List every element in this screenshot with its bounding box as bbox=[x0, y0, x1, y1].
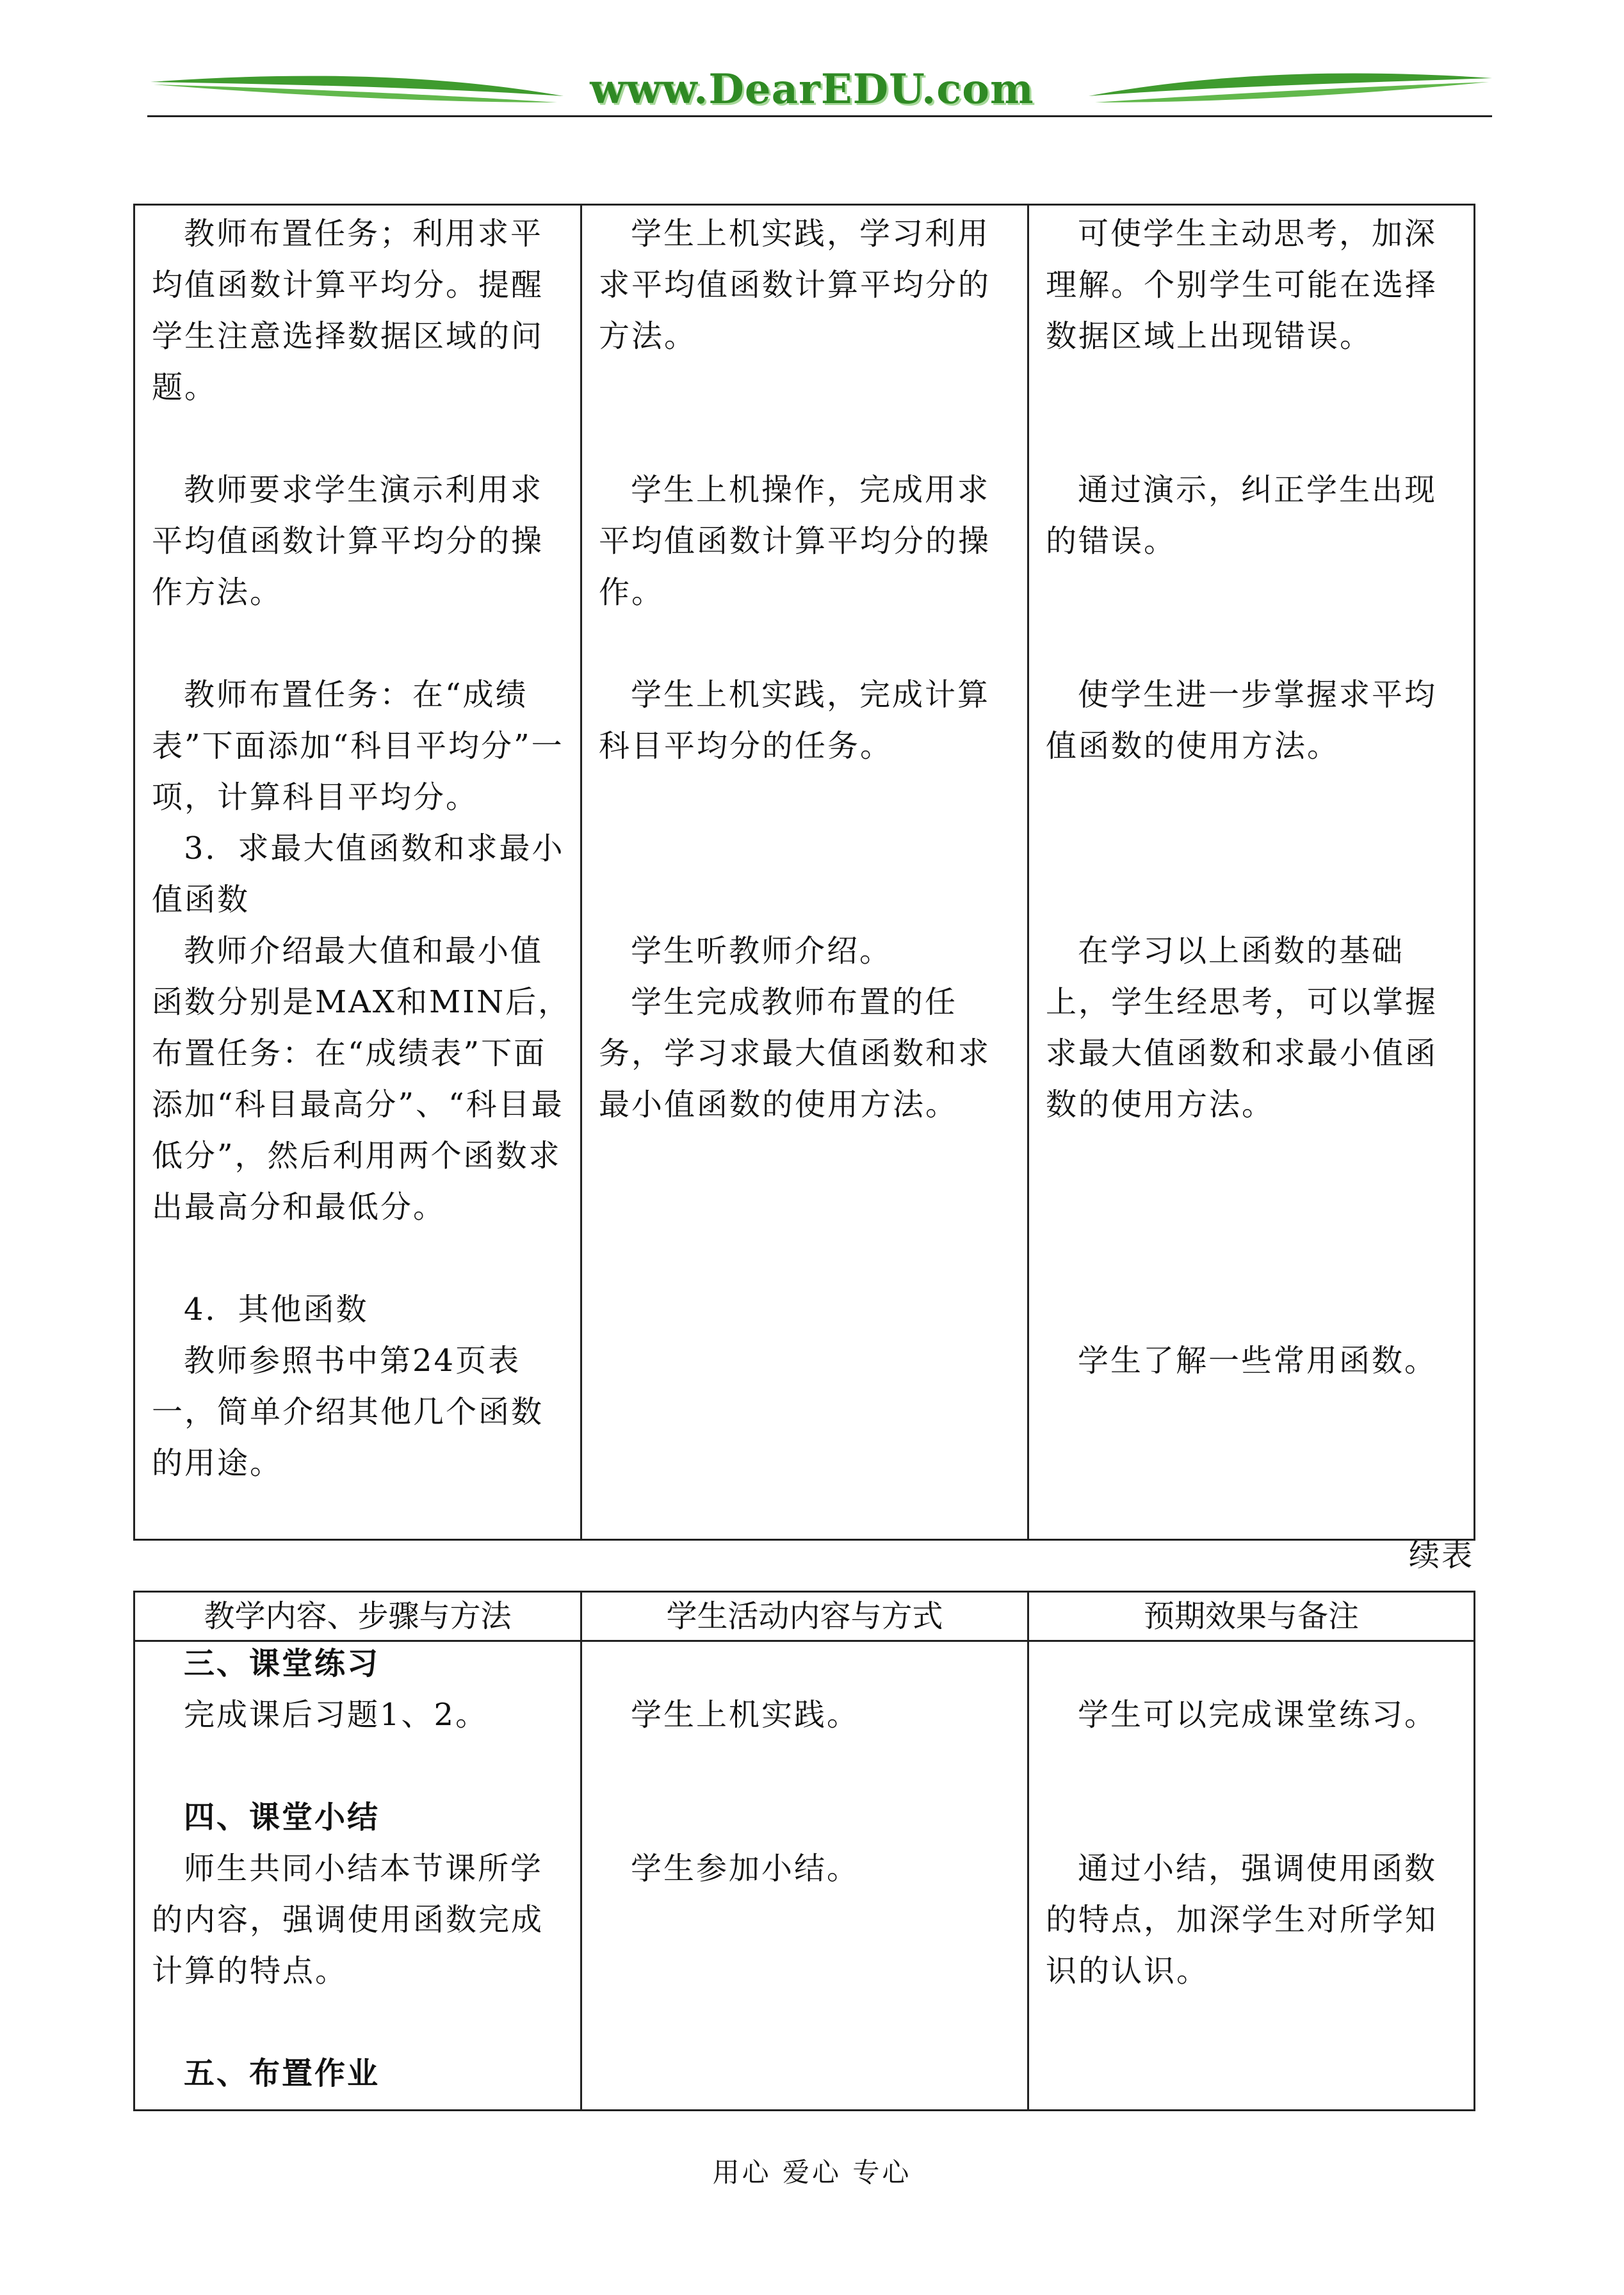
student-activity-cell bbox=[581, 205, 1028, 1540]
lesson-table-part2 bbox=[133, 1591, 1475, 2111]
expected-effect-cell bbox=[1028, 1641, 1475, 2111]
list-item: 学生完成教师布置的任务，学习求最大值函数和求最小值函数的使用方法。 bbox=[599, 984, 991, 1123]
list-item: 通过小结，强调使用函数的特点，加深学生对所学知识的认识。 bbox=[1046, 1851, 1438, 1989]
list-item: 教师介绍最大值和最小值函数分别是MAX和MIN后，布置任务：在“成绩表”下面添加“科目最高分”、“科目最低分”，然后利用两个函数求出最高分和最低分。 bbox=[152, 933, 571, 1225]
list-item: 学生听教师介绍。 bbox=[631, 933, 893, 969]
section-heading: 四、课堂小结 bbox=[184, 1799, 380, 1835]
teacher-activity-cell bbox=[134, 1641, 581, 2111]
list-item: 使学生进一步掌握求平均值函数的使用方法。 bbox=[1046, 677, 1438, 764]
list-item: 完成课后习题1、2。 bbox=[184, 1697, 489, 1733]
list-item: 学生上机操作，完成用求平均值函数计算平均分的操作。 bbox=[599, 472, 991, 610]
list-item: 教师布置任务：在“成绩表”下面添加“科目平均分”一项，计算科目平均分。 bbox=[152, 677, 564, 815]
site-title: www.DearEDU.com bbox=[590, 65, 1034, 113]
section-heading: 五、布置作业 bbox=[184, 2056, 380, 2091]
lesson-table-part1 bbox=[133, 204, 1475, 1541]
table-row bbox=[134, 205, 1475, 1540]
teacher-activity-cell bbox=[134, 205, 581, 1540]
list-item: 教师布置任务；利用求平均值函数计算平均分。提醒学生注意选择数据区域的问题。 bbox=[152, 216, 544, 405]
list-item: 可使学生主动思考，加深理解。个别学生可能在选择数据区域上出现错误。 bbox=[1046, 216, 1438, 354]
section-heading: 4．其他函数 bbox=[184, 1292, 369, 1327]
list-item: 教师要求学生演示利用求平均值函数计算平均分的操作方法。 bbox=[152, 472, 544, 610]
list-item: 学生上机实践，完成计算科目平均分的任务。 bbox=[599, 677, 991, 764]
list-item: 学生可以完成课堂练习。 bbox=[1078, 1697, 1438, 1733]
column-header: 教学内容、步骤与方法 bbox=[134, 1592, 581, 1641]
list-item: 在学习以上函数的基础上，学生经思考，可以掌握求最大值函数和求最小值函数的使用方法。 bbox=[1046, 933, 1438, 1123]
table-row bbox=[134, 1641, 1475, 2111]
list-item: 学生了解一些常用函数。 bbox=[1078, 1343, 1438, 1379]
list-item: 师生共同小结本节课所学的内容，强调使用函数完成计算的特点。 bbox=[152, 1851, 544, 1989]
table-header-row bbox=[134, 1592, 1475, 1641]
list-item: 学生参加小结。 bbox=[631, 1851, 860, 1886]
list-item: 学生上机实践。 bbox=[631, 1697, 860, 1733]
header-divider bbox=[147, 115, 1492, 117]
column-header: 预期效果与备注 bbox=[1028, 1592, 1475, 1641]
page-header bbox=[0, 0, 1624, 128]
expected-effect-cell bbox=[1028, 205, 1475, 1540]
page-footer: 用心 爱心 专心 bbox=[712, 2157, 912, 2188]
list-item: 学生上机实践，学习利用求平均值函数计算平均分的方法。 bbox=[599, 216, 991, 354]
list-item: 教师参照书中第24页表一，简单介绍其他几个函数的用途。 bbox=[152, 1343, 544, 1481]
list-item: 通过演示，纠正学生出现的错误。 bbox=[1046, 472, 1438, 559]
continued-label: 续表 bbox=[1408, 1537, 1474, 1573]
student-activity-cell bbox=[581, 1641, 1028, 2111]
section-heading: 三、课堂练习 bbox=[184, 1646, 380, 1682]
column-header: 学生活动内容与方式 bbox=[581, 1592, 1028, 1641]
section-heading: 3．求最大值函数和求最小值函数 bbox=[152, 831, 565, 918]
